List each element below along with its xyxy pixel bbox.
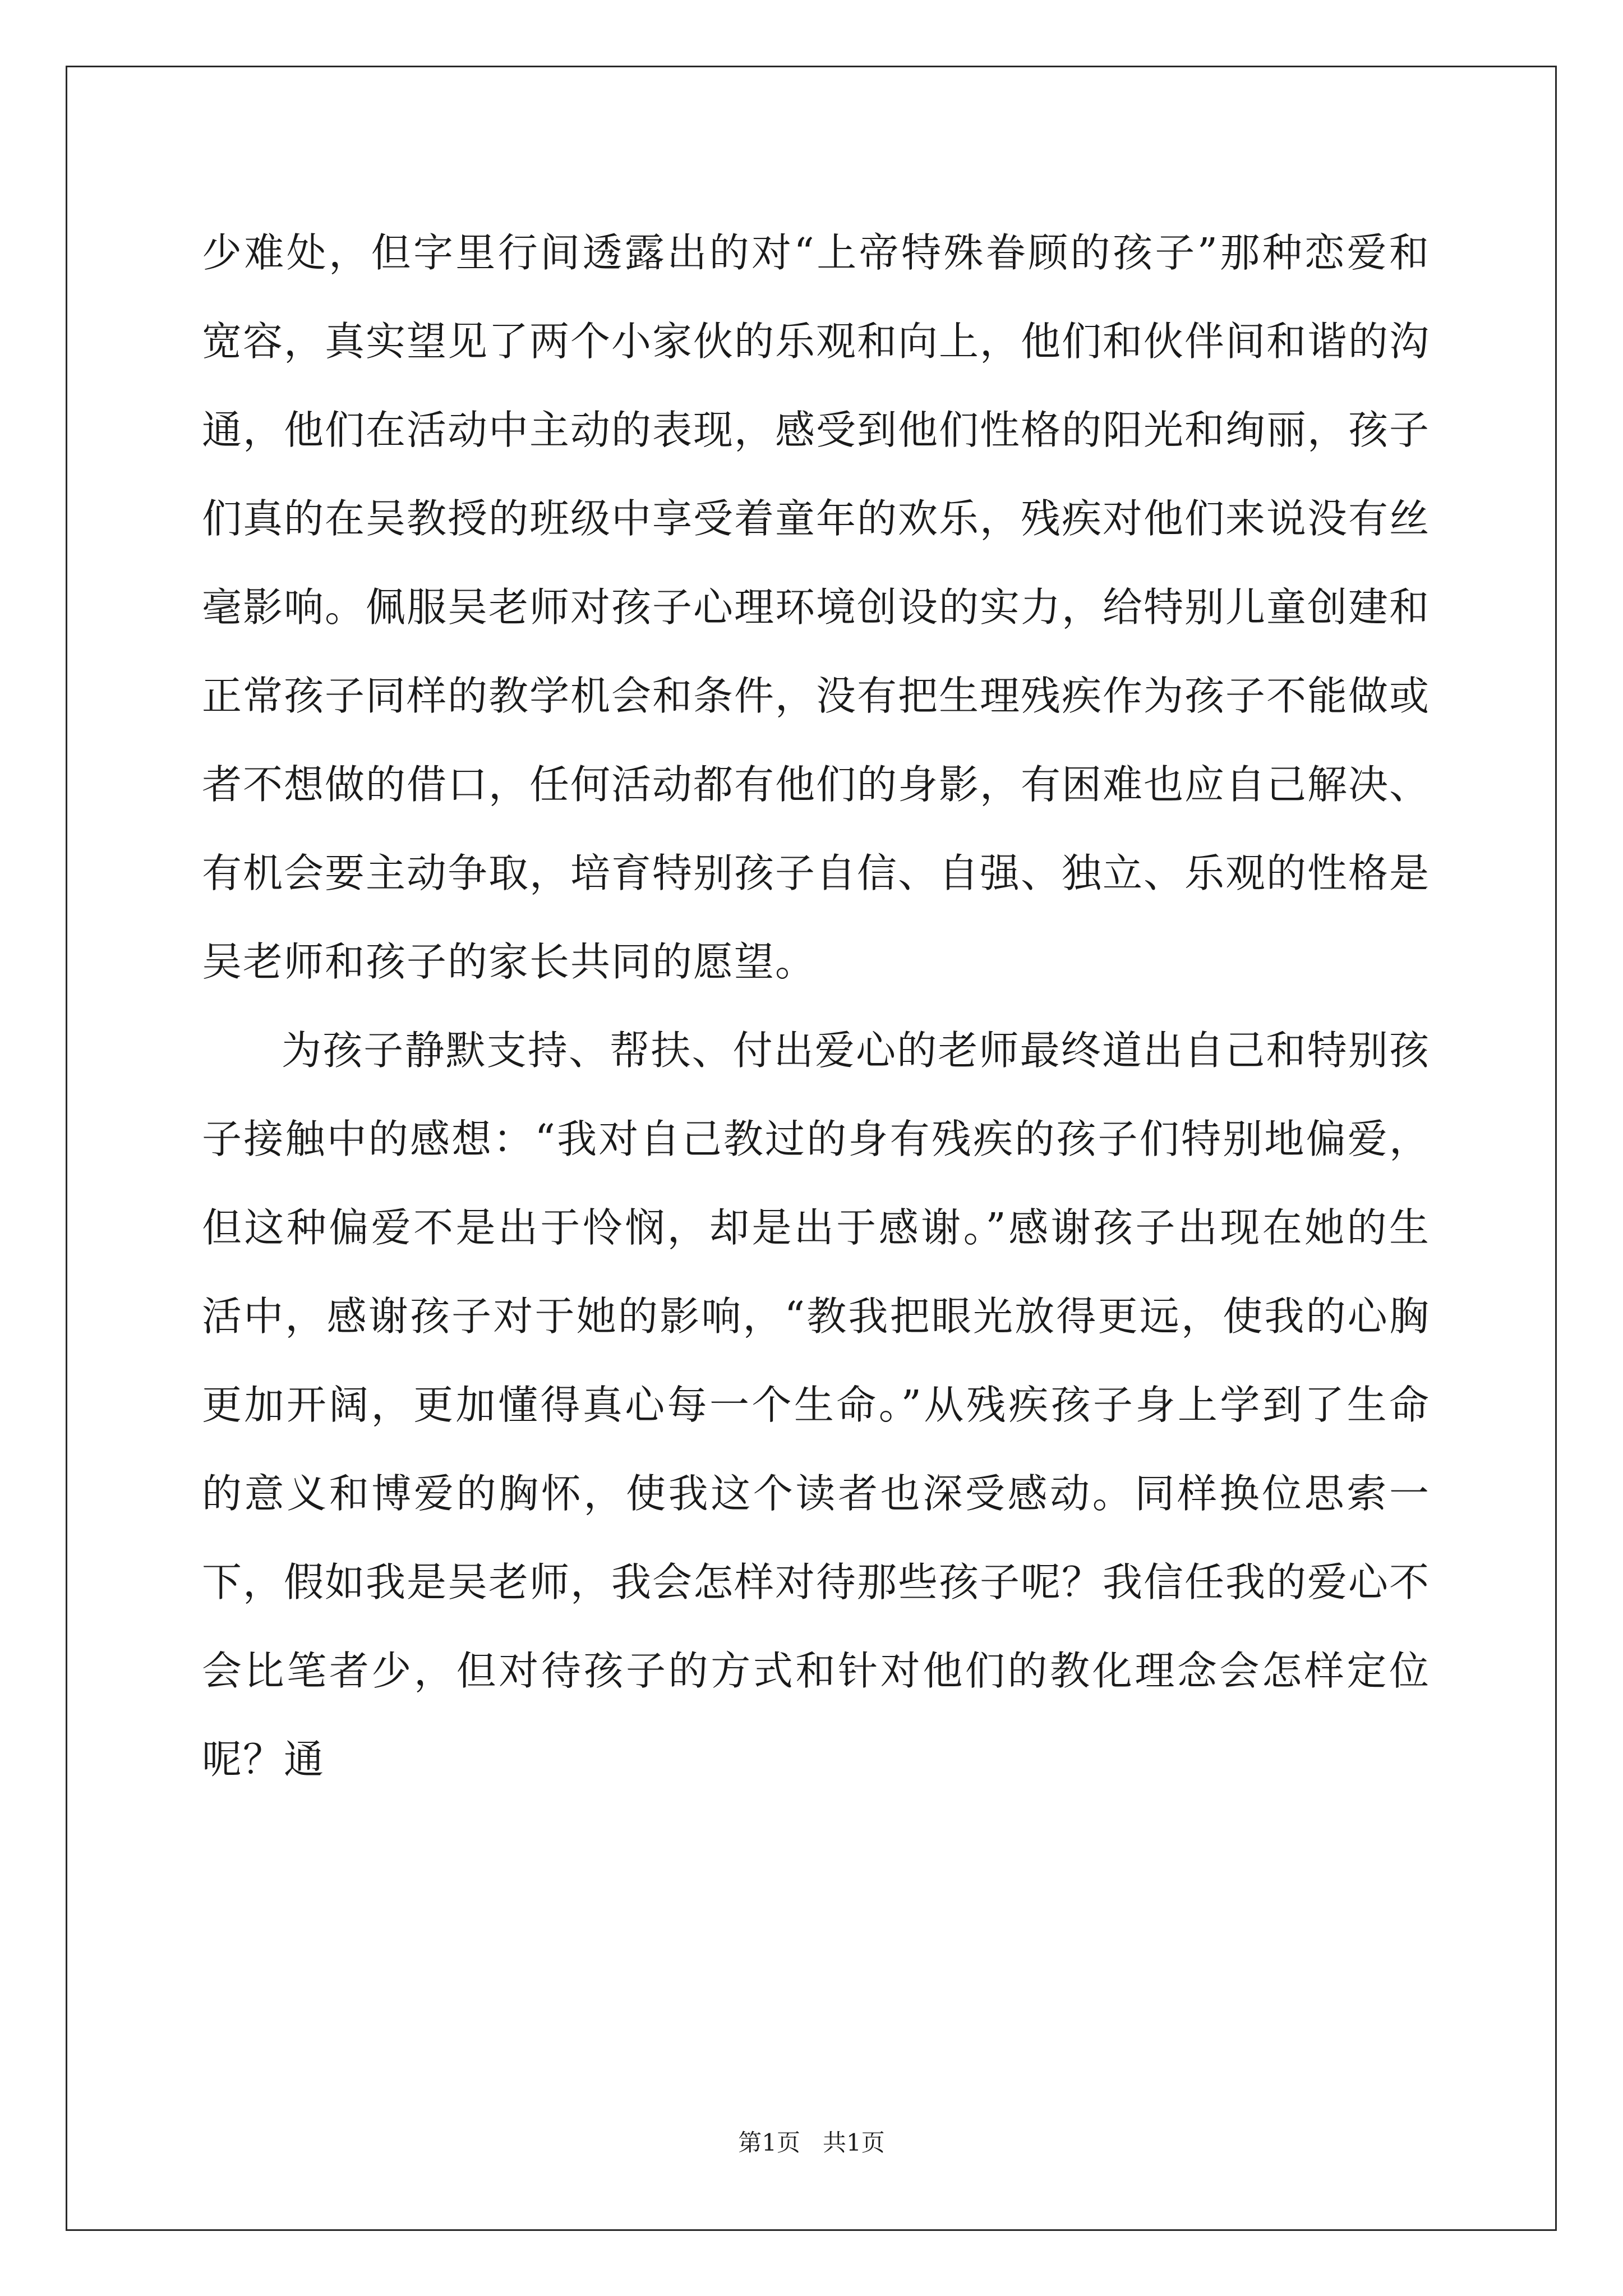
- page-footer: 第1页 共1页: [738, 2129, 885, 2156]
- paragraph-2: 为孩子静默支持、帮扶、付出爱心的老师最终道出自己和特别孩子接触中的感想：“我对自己教过的身有残疾的孩子们特别地偏爱，但这种偏爱不是出于怜悯，却是出于感谢。”感谢孩子出现在她的生活中，感谢孩子对于她的影响，“教我把眼光放得更远，使我的心胸更加开阔，更加懂得真心每一个生命。”从残疾孩子身上学到了生命的意义和博爱的胸怀，使我这个读者也深受感动。同样换位思索一下，假如我是吴老师，我会怎样对待那些孩子呢？我信任我的爱心不会比笔者少，但对待孩子的方式和针对他们的教化理念会怎样定位呢？通: [202, 1027, 1431, 1783]
- paragraph-1: 少难处，但字里行间透露出的对“上帝特殊眷顾的孩子”那种恋爱和宽容，真实望见了两个小家伙的乐观和向上，他们和伙伴间和谐的沟通，他们在活动中主动的表现，感受到他们性格的阳光和绚丽，孩子们真的在吴教授的班级中享受着童年的欢乐，残疾对他们来说没有丝毫影响。佩服吴老师对孩子心理环境创设的实力，给特别儿童创建和正常孩子同样的教学机会和条件，没有把生理残疾作为孩子不能做或者不想做的借口，任何活动都有他们的身影，有困难也应自己解决、有机会要主动争取，培育特别孩子自信、自强、独立、乐观的性格是吴老师和孩子的家长共同的愿望。: [202, 229, 1431, 985]
- document-body: [202, 209, 1430, 1804]
